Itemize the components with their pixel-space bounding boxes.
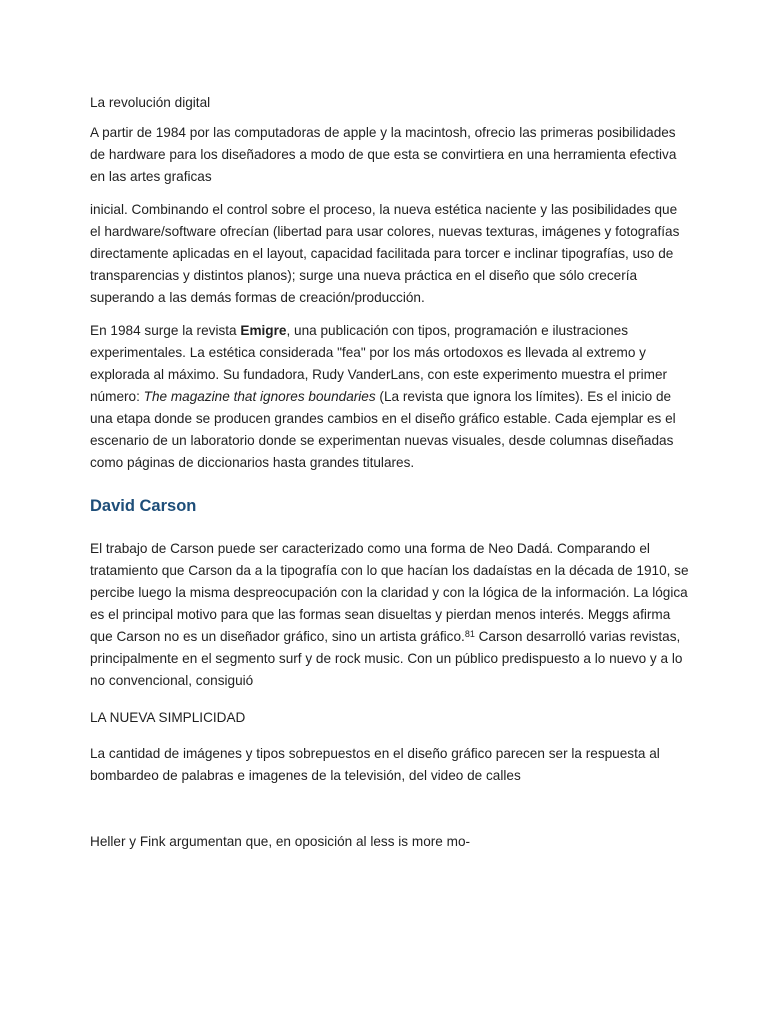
paragraph-emigre-text-2: , una publicación con tipos, programación e ilustraciones experimentales. La estética considerada "fea" por los más ortodoxos es llevada al extremo y explorada al máximo. Su fundadora, Rudy VanderLans, con este experimento muestra el primer número: (90, 323, 668, 404)
paragraph-heller-fink: Heller y Fink argumentan que, en oposición al less is more mo- (90, 834, 471, 849)
paragraph-imagenes-tipos: La cantidad de imágenes y tipos sobrepuestos en el diseño gráfico parecen ser la respuesta al bombardeo de palabras e imagenes de la televisión, del video de calles (90, 746, 660, 783)
footnote-reference: 81 (464, 629, 475, 639)
paragraph-emigre-text-3: (La revista que ignora los límites). Es el inicio de una etapa donde se producen grandes cambios en el diseño gráfico estable. Cada ejemplar es el escenario de un laboratorio donde se experimentan nuevas visuales, desde columnas diseñadas como páginas de diccionarios hasta grandes titulares. (90, 389, 676, 470)
paragraph-nueva-estetica: inicial. Combinando el control sobre el proceso, la nueva estética naciente y las posibilidades que el hardware/software ofrecían (libertad para usar colores, nuevas texturas, imágenes y fotografías directamente aplicadas en el layout, capacidad facilitada para torcer e inclinar tipografías, uso de transparencias y distintos planos); surge una nueva práctica en el diseño que sólo crecería superando a las demás formas de creación/producción. (90, 202, 680, 305)
heading-david-carson: David Carson (90, 497, 197, 515)
paragraph-emigre (90, 320, 690, 474)
paragraph-carson-text-1: El trabajo de Carson puede ser caracterizado como una forma de Neo Dadá. Comparando el tratamiento que Carson da a la tipografía con lo que hacían los dadaístas en la década de 1910, se percibe luego la misma despreocupación con la claridad y con la lógica de la información. La lógica es el principal motivo para que las formas sean disueltas y pierdan menos interés. Meggs afirma que Carson no es un diseñador gráfico, sino un artista gráfico. (90, 541, 689, 644)
section-title: La revolución digital (90, 95, 211, 110)
emigre-bold: Emigre (240, 323, 287, 338)
paragraph-carson (90, 538, 690, 692)
paragraph-emigre-text-1: En 1984 surge la revista (90, 323, 241, 338)
paragraph-apple-macintosh: A partir de 1984 por las computadoras de apple y la macintosh, ofrecio las primeras posibilidades de hardware para los diseñadores a modo de que esta se convirtiera en una herramienta efectiva en las artes graficas (90, 125, 677, 184)
subheading-nueva-simplicidad: LA NUEVA SIMPLICIDAD (90, 710, 246, 725)
document-page (90, 92, 690, 853)
magazine-title-italic: The magazine that ignores boundaries (143, 389, 376, 404)
paragraph-carson-text-2: Carson desarrolló varias revistas, principalmente en el segmento surf y de rock music. Con un público predispuesto a lo nuevo y a lo no convencional, consiguió (90, 629, 683, 688)
